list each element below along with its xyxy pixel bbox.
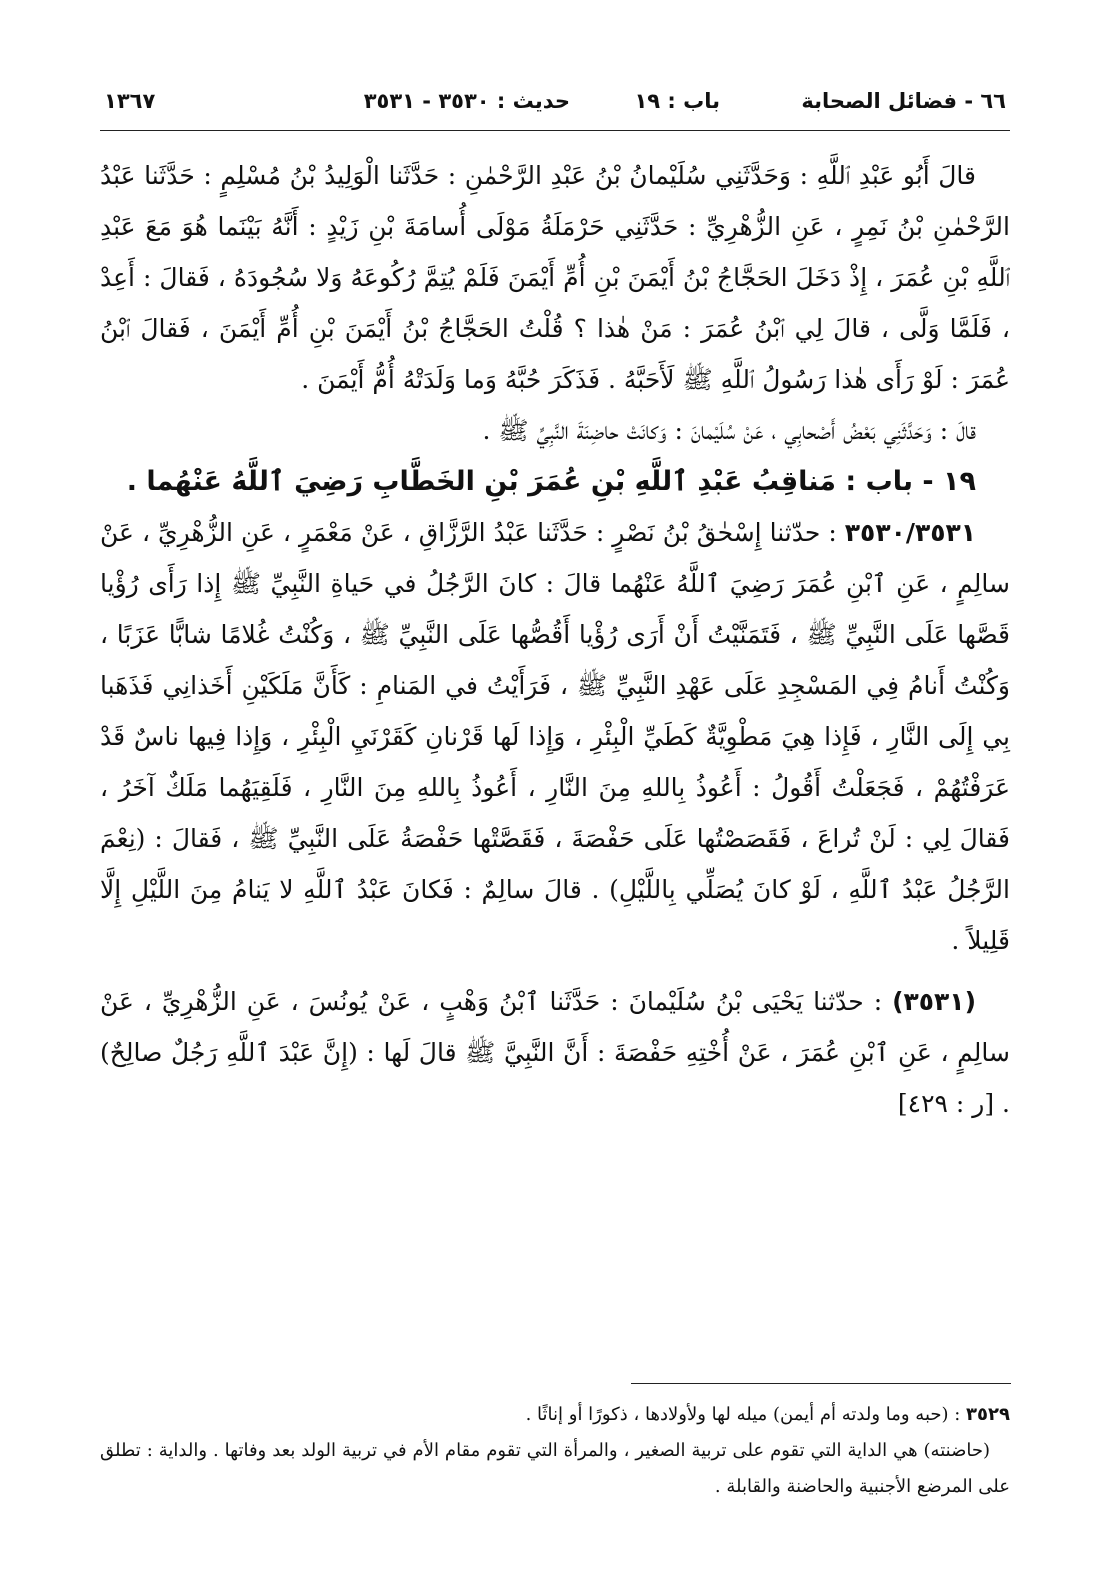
page-number: ١٣٦٧ <box>104 89 156 113</box>
paragraph-addendum: قالَ : وَحَدَّثَنِي بَعْضُ أَصْحابِي ، عَنْ سُلَيْمانَ : وَكانَتْ حاضِنَةَ النَّبِيِّ ﷺ . <box>482 416 976 445</box>
hadith-number: (٣٥٣١) <box>892 987 976 1016</box>
hadith-3530 <box>100 507 1010 966</box>
header-divider <box>100 130 1010 131</box>
hadith-number: ٣٥٣٠/٣٥٣١ <box>844 518 976 547</box>
hadith-text: : حدّثنا يَحْيَى بْنُ سُلَيْمانَ : حَدَّثَنا ٱبْنُ وَهْبٍ ، عَنْ يُونُسَ ، عَنِ الزُّهْرِيِّ ، عَنْ سالِمٍ ، عَنِ ٱبْنِ عُمَرَ ، عَنْ أُخْتِهِ حَفْصَةَ : أَنَّ النَّبِيَّ ﷺ قالَ لَها : (إِنَّ عَبْدَ ٱللَّهِ رَجُلٌ صالِحٌ) . [ر : ٤٢٩] <box>100 987 1010 1118</box>
chapter-heading: ١٩ - باب : مَناقِبُ عَبْدِ ٱللَّهِ بْنِ عُمَرَ بْنِ الخَطَّابِ رَضِيَ ٱللَّهُ عَنْهُما . <box>126 466 976 497</box>
book-title: ٦٦ - فضائل الصحابة <box>801 89 1006 113</box>
footnote-text: : (حبه وما ولدته أم أيمن) ميله لها ولأولادها ، ذكورًا أو إناثًا . <box>525 1404 967 1425</box>
footnote-2: (حاضنته) هي الداية التي تقوم على تربية الصغير ، والمرأة التي تقوم مقام الأم في تربية الولد بعد وفاتها . والداية : تطلق على المرضع الأجنبية والحاضنة والقابلة . <box>100 1440 1010 1497</box>
chapter-reference: باب : ١٩ <box>634 89 720 113</box>
hadith-reference: حديث : ٣٥٣٠ - ٣٥٣١ <box>363 89 570 113</box>
hadith-text: : حدّثنا إِسْحٰقُ بْنُ نَصْرٍ : حَدَّثَنا عَبْدُ الرَّزَّاقِ ، عَنْ مَعْمَرٍ ، عَنِ الزُّهْرِيِّ ، عَنْ سالِمٍ ، عَنِ ٱبْنِ عُمَرَ رَضِيَ ٱللَّهُ عَنْهُما قالَ : كانَ الرَّجُلُ في حَياةِ النَّبِيِّ ﷺ إِذا رَأَى رُؤْيا قَصَّها عَلَى النَّبِيِّ ﷺ ، فَتَمَنَّيْتُ أَنْ أَرَى رُؤْيا أَقُصُّها عَلَى النَّبِيِّ ﷺ ، وَكُنْتُ غُلامًا شابًّا عَزَبًا ، وَكُنْتُ أَنامُ فِي المَسْجِدِ عَلَى عَهْدِ النَّبِيِّ ﷺ ، فَرَأَيْتُ في المَنامِ : كَأَنَّ مَلَكَيْنِ أَخَذانِي فَذَهَبا بِي إِلَى النَّارِ ، فَإِذا هِيَ مَطْوِيَّةٌ كَطَيِّ الْبِئْرِ ، وَإِذا لَها قَرْنانِ كَقَرْنَيِ الْبِئْرِ ، وَإِذا فِيها ناسٌ قَدْ عَرَفْتُهُمْ ، فَجَعَلْتُ أَقُولُ : أَعُوذُ بِاللهِ مِنَ النَّارِ ، أَعُوذُ بِاللهِ مِنَ النَّارِ ، فَلَقِيَهُما مَلَكٌ آخَرُ ، فَقالَ لِي : لَنْ تُراعَ ، فَقَصَصْتُها عَلَى حَفْصَةَ ، فَقَصَّتْها حَفْصَةُ عَلَى النَّبِيِّ ﷺ ، فَقالَ : (نِعْمَ الرَّجُلُ عَبْدُ ٱللَّهِ ، لَوْ كانَ يُصَلِّي بِاللَّيْلِ) . قالَ سالِمٌ : فَكانَ عَبْدُ ٱللَّهِ لا يَنامُ مِنَ اللَّيْلِ إِلَّا قَلِيلاً . <box>100 518 1010 955</box>
running-header <box>100 84 1010 118</box>
paragraph-narration: قالَ أَبُو عَبْدِ ٱللَّهِ : وَحَدَّثَنِي سُلَيْمانُ بْنُ عَبْدِ الرَّحْمٰنِ : حَدَّثَنا الْوَلِيدُ بْنُ مُسْلِمٍ : حَدَّثَنا عَبْدُ الرَّحْمٰنِ بْنُ نَمِرٍ ، عَنِ الزُّهْرِيِّ : حَدَّثَنِي حَرْمَلَةُ مَوْلَى أُسامَةَ بْنِ زَيْدٍ : أَنَّهُ بَيْنَما هُوَ مَعَ عَبْدِ ٱللَّهِ بْنِ عُمَرَ ، إِذْ دَخَلَ الحَجَّاجُ بْنُ أَيْمَنَ بْنِ أُمِّ أَيْمَنَ فَلَمْ يُتِمَّ رُكُوعَهُ وَلا سُجُودَهُ ، فَقالَ : أَعِدْ ، فَلَمَّا وَلَّى ، قالَ لِي ٱبْنُ عُمَرَ : مَنْ هٰذا ؟ قُلْتُ الحَجَّاجُ بْنُ أَيْمَنَ بْنِ أُمِّ أَيْمَنَ ، فَقالَ ٱبْنُ عُمَرَ : لَوْ رَأَى هٰذا رَسُولُ ٱللَّهِ ﷺ لَأَحَبَّهُ . فَذَكَرَ حُبَّهُ وَما وَلَدَتْهُ أُمُّ أَيْمَنَ . <box>100 161 1010 394</box>
main-text <box>100 150 1010 1129</box>
footnote-divider <box>631 1383 1011 1384</box>
footnote-number: ٣٥٢٩ <box>966 1404 1010 1425</box>
footnote-1 <box>100 1397 1010 1433</box>
footnotes <box>100 1397 1010 1505</box>
hadith-3531 <box>100 976 1010 1129</box>
